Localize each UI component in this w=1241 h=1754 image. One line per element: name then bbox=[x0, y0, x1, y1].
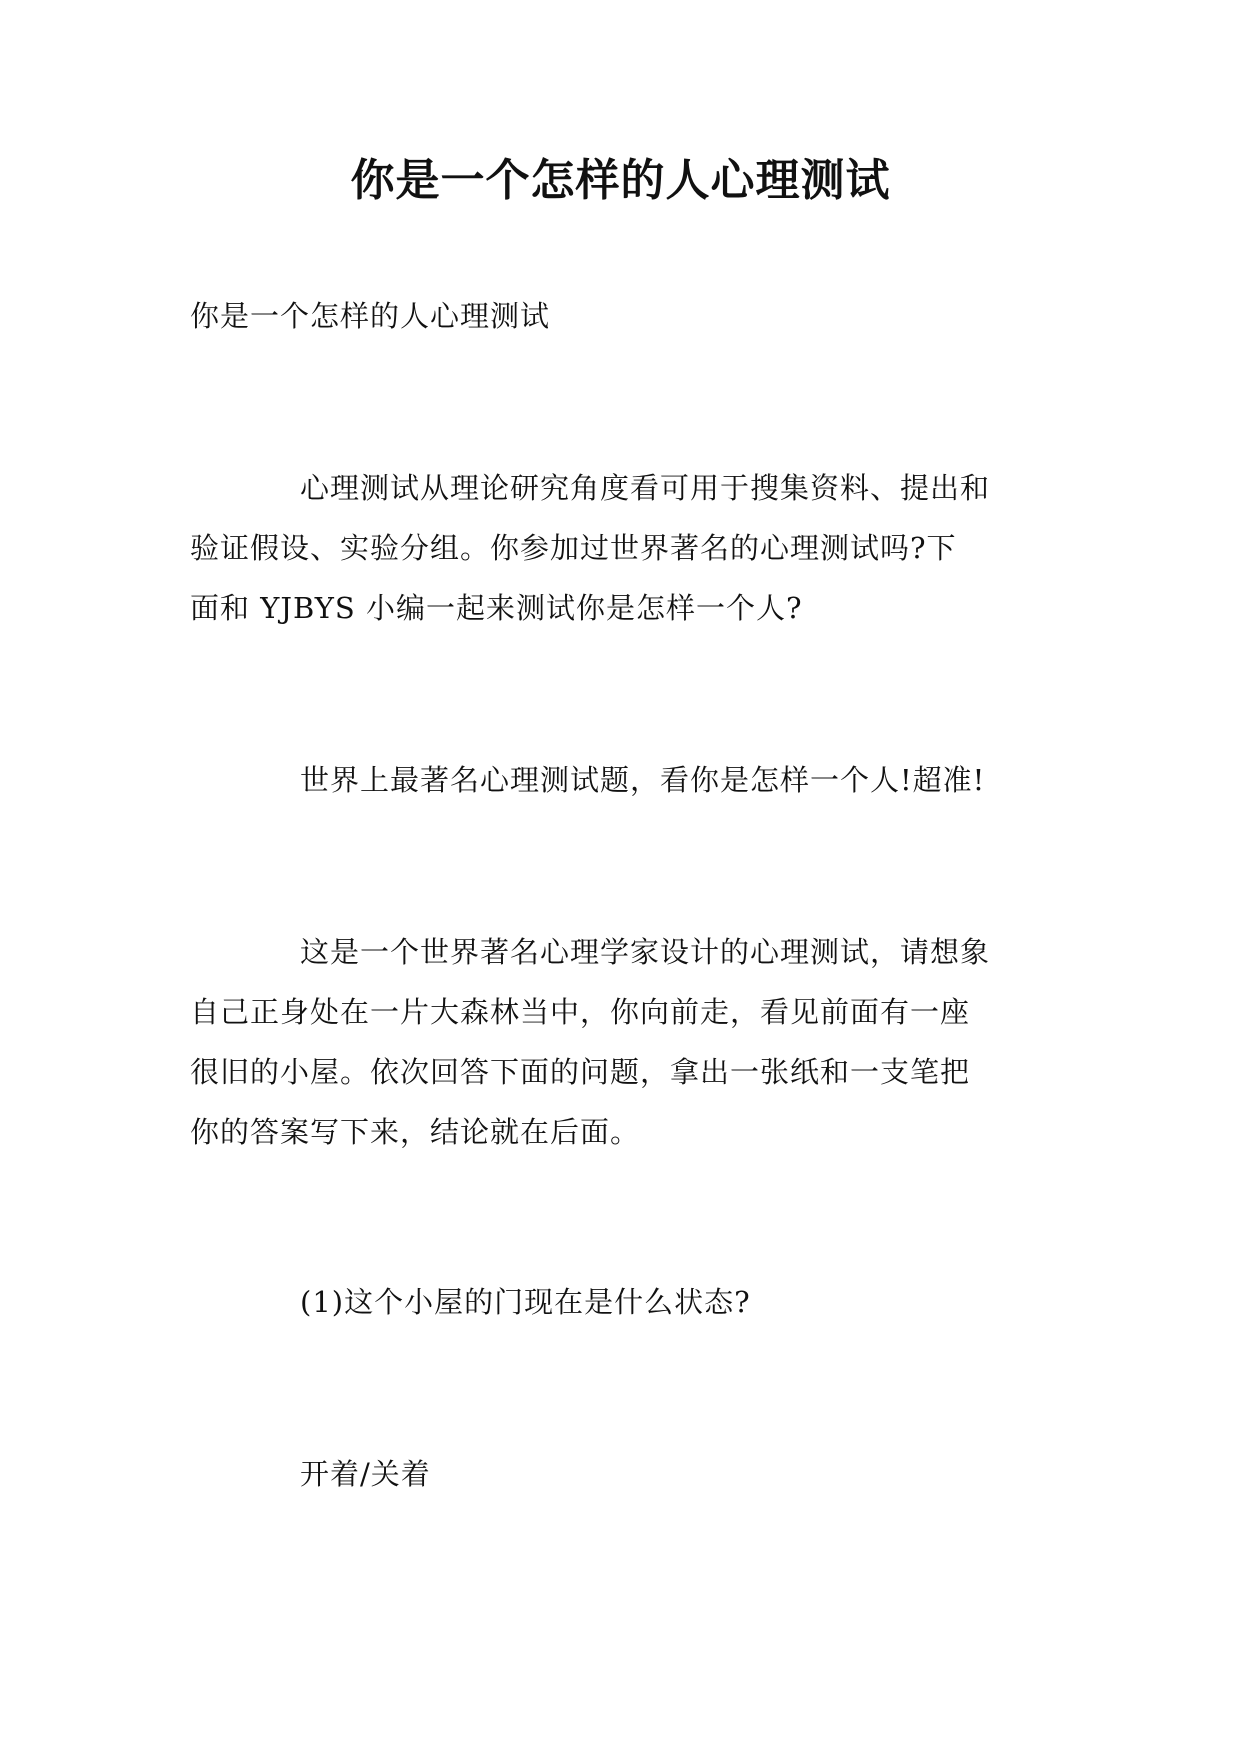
question-1-text: (1)这个小屋的门现在是什么状态? bbox=[300, 1285, 751, 1319]
instruction-line-3: 很旧的小屋。依次回答下面的问题，拿出一张纸和一支笔把 bbox=[190, 1055, 971, 1089]
instruction-paragraph bbox=[190, 922, 1060, 1162]
headline-text: 世界上最著名心理测试题，看你是怎样一个人!超准! bbox=[300, 763, 986, 797]
question-1 bbox=[190, 1272, 1060, 1332]
answer-1 bbox=[190, 1444, 1060, 1504]
answer-1-text: 开着/关着 bbox=[300, 1457, 431, 1491]
instruction-line-2: 自己正身处在一片大森林当中，你向前走，看见前面有一座 bbox=[190, 995, 971, 1029]
instruction-line-4: 你的答案写下来，结论就在后面。 bbox=[190, 1115, 641, 1149]
intro-line-2: 验证假设、实验分组。你参加过世界著名的心理测试吗?下 bbox=[190, 531, 957, 565]
instruction-line-1: 这是一个世界著名心理学家设计的心理测试，请想象 bbox=[300, 935, 991, 969]
intro-line-1: 心理测试从理论研究角度看可用于搜集资料、提出和 bbox=[300, 471, 991, 505]
subtitle-text: 你是一个怎样的人心理测试 bbox=[190, 299, 551, 333]
intro-paragraph bbox=[190, 458, 1060, 638]
headline-paragraph bbox=[190, 750, 1060, 810]
page-title: 你是一个怎样的人心理测试 bbox=[350, 155, 891, 206]
document-subtitle bbox=[190, 286, 1060, 346]
intro-line-3: 面和 YJBYS 小编一起来测试你是怎样一个人? bbox=[190, 591, 803, 625]
